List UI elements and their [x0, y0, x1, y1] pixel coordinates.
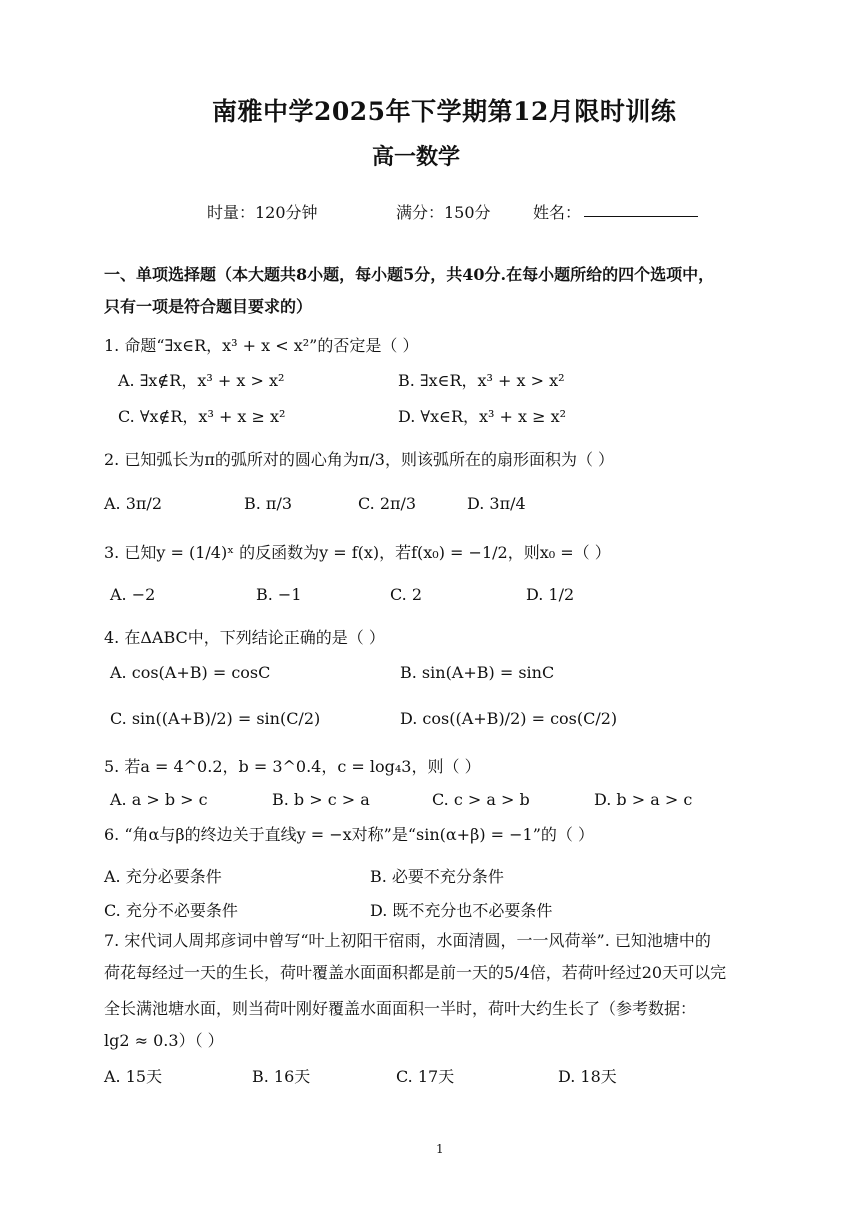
question-4-option-b: B. sin(A+B) = sinC	[400, 663, 555, 682]
question-3-option-a: A. −2	[110, 585, 156, 604]
question-7-line3: 全长满池塘水面，则当荷叶刚好覆盖水面面积一半时，荷叶大约生长了（参考数据：	[104, 999, 697, 1018]
question-5-option-c: C. c > a > b	[432, 790, 530, 809]
question-2-option-a: A. 3π/2	[104, 494, 162, 513]
question-5-option-d: D. b > a > c	[594, 790, 693, 809]
question-4-option-d: D. cos((A+B)/2) = cos(C/2)	[400, 709, 618, 728]
question-5-stem: 5. 若a = 4^0.2，b = 3^0.4，c = log₄3，则（ ）	[104, 757, 481, 776]
question-7-option-d: D. 18天	[558, 1067, 617, 1086]
question-4-stem: 4. 在ΔABC中，下列结论正确的是（ ）	[104, 628, 385, 647]
question-2-option-b: B. π/3	[244, 494, 293, 513]
question-1-option-a: A. ∃x∉R，x³ + x > x²	[118, 371, 285, 390]
question-6-option-a: A. 充分必要条件	[104, 867, 222, 886]
question-6-stem: 6. “角α与β的终边关于直线y = −x对称”是“sin(α+β) = −1”的（ ）	[104, 825, 595, 844]
question-3-option-b: B. −1	[256, 585, 302, 604]
question-2-option-c: C. 2π/3	[358, 494, 417, 513]
question-5-option-b: B. b > c > a	[272, 790, 370, 809]
question-7-line2: 荷花每经过一天的生长，荷叶覆盖水面面积都是前一天的5/4倍，若荷叶经过20天可以完	[104, 963, 727, 982]
question-3-stem: 3. 已知y = (1/4)ˣ 的反函数为y = f(x)，若f(x₀) = −1/2，则x₀ =（ ）	[104, 543, 611, 562]
full-score: 满分：150分	[396, 203, 491, 222]
page-number: 1	[436, 1142, 444, 1156]
question-7-line1: 7. 宋代词人周邦彦词中曾写“叶上初阳干宿雨，水面清圆，一一风荷举”. 已知池塘中的	[104, 931, 711, 950]
question-1-option-b: B. ∃x∈R，x³ + x > x²	[398, 371, 565, 390]
question-3-option-d: D. 1/2	[526, 585, 575, 604]
section-heading-line2: 只有一项是符合题目要求的）	[104, 297, 313, 316]
question-1-option-d: D. ∀x∈R，x³ + x ≥ x²	[398, 407, 567, 426]
section-heading-line1: 一、单项选择题（本大题共8小题，每小题5分，共40分.在每小题所给的四个选项中，	[104, 265, 715, 284]
question-4-option-c: C. sin((A+B)/2) = sin(C/2)	[110, 709, 321, 728]
question-7-option-a: A. 15天	[104, 1067, 163, 1086]
question-1-option-c: C. ∀x∉R，x³ + x ≥ x²	[118, 407, 286, 426]
question-1-stem: 1. 命题“∃x∈R，x³ + x < x²”的否定是（ ）	[104, 336, 419, 355]
name-blank-line[interactable]	[584, 198, 698, 217]
question-6-option-d: D. 既不充分也不必要条件	[370, 901, 553, 920]
exam-subtitle: 高一数学	[372, 144, 461, 170]
question-5-option-a: A. a > b > c	[110, 790, 208, 809]
question-2-option-d: D. 3π/4	[467, 494, 526, 513]
name-label: 姓名：	[533, 203, 582, 222]
question-7-option-c: C. 17天	[396, 1067, 455, 1086]
question-7-option-b: B. 16天	[252, 1067, 311, 1086]
time-limit: 时量：120分钟	[207, 203, 318, 222]
question-6-option-c: C. 充分不必要条件	[104, 901, 238, 920]
question-7-line4: lg2 ≈ 0.3）（ ）	[104, 1031, 224, 1050]
question-4-option-a: A. cos(A+B) = cosC	[110, 663, 271, 682]
question-2-stem: 2. 已知弧长为π的弧所对的圆心角为π/3，则该弧所在的扇形面积为（ ）	[104, 450, 615, 469]
question-6-option-b: B. 必要不充分条件	[370, 867, 504, 886]
question-3-option-c: C. 2	[390, 585, 423, 604]
exam-title: 南雅中学2025年下学期第12月限时训练	[212, 97, 677, 126]
